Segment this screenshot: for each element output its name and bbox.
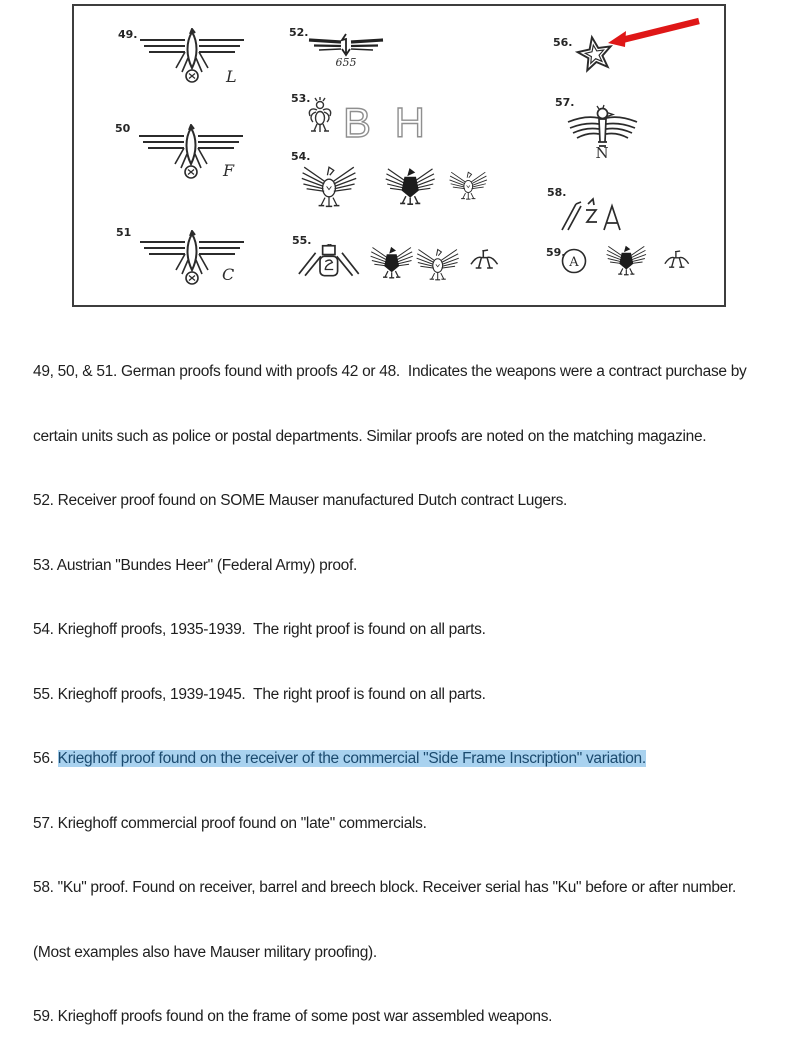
eagle-swastika-f-icon — [137, 124, 245, 182]
proof-descriptions — [33, 318, 789, 1049]
proof-mark-number: 53. — [291, 92, 311, 105]
proof-mark-51 — [116, 226, 266, 288]
note-49-50-51-line1: 49, 50, & 51. German proofs found with proofs 42 or 48. Indicates the weapons were a contract purchase by — [33, 363, 747, 380]
proof-mark-number: 59. — [546, 246, 566, 259]
stamp-letters-bh: B H — [343, 99, 432, 144]
stamp-letter: C — [222, 265, 235, 284]
proof-mark-52 — [289, 26, 399, 76]
proof-mark-number: 58. — [547, 186, 567, 199]
stamp-letter: L — [226, 67, 237, 86]
proof-mark-57 — [555, 96, 665, 160]
proof-mark-53 — [291, 92, 436, 148]
note-49-50-51-line2: certain units such as police or postal departments. Similar proofs are noted on the matching magazine. — [33, 427, 707, 445]
eagle-swastika-c-icon — [138, 230, 246, 288]
proof-mark-49 — [118, 28, 268, 90]
note-52: 52. Receiver proof found on SOME Mauser manufactured Dutch contract Lugers. — [33, 492, 568, 509]
stamp-letter: F — [223, 161, 235, 180]
proof-mark-number: 57. — [555, 96, 575, 109]
proof-marks-figure — [72, 4, 726, 307]
note-57: 57. Krieghoff commercial proof found on "late" commercials. — [33, 814, 427, 832]
proof-mark-number: 49. — [118, 28, 138, 41]
proof-mark-54 — [291, 150, 501, 214]
note-58-line2: (Most examples also have Mauser military proofing). — [33, 943, 377, 961]
note-56 — [33, 748, 789, 770]
proof-mark-number: 51 — [116, 226, 132, 239]
eagle-n-icon — [565, 102, 640, 160]
note-56-number: 56. — [33, 750, 58, 767]
red-arrow-icon — [602, 15, 704, 47]
proof-mark-59 — [546, 244, 706, 288]
angular-eagle-icon — [560, 194, 622, 234]
note-54: 54. Krieghoff proofs, 1935-1939. The right proof is found on all parts. — [33, 621, 486, 638]
austrian-eagle-bh-icon — [307, 94, 437, 144]
proof-mark-number: 54. — [291, 150, 311, 163]
note-58-line1: 58. "Ku" proof. Found on receiver, barrel and breech block. Receiver serial has "Ku" before or after number. — [33, 879, 737, 896]
note-55: 55. Krieghoff proofs, 1939-1945. The right proof is found on all parts. — [33, 685, 486, 703]
proof-mark-50 — [115, 122, 265, 184]
krieghoff-eagles-1935-icon — [299, 164, 494, 212]
proof-mark-number: 55. — [292, 234, 312, 247]
stamp-letter: A — [569, 255, 579, 270]
eagle-swastika-l-icon — [138, 28, 246, 86]
proof-mark-number: 50 — [115, 122, 131, 135]
note-56-highlighted-text: Krieghoff proof found on the receiver of the commercial "Side Frame Inscription" variation. — [57, 750, 646, 767]
note-53: 53. Austrian "Bundes Heer" (Federal Army) proof. — [33, 556, 357, 574]
proof-mark-number: 56. — [553, 36, 573, 49]
proof-mark-58 — [547, 186, 647, 236]
proof-mark-55 — [292, 234, 512, 294]
proof-mark-number: 52. — [289, 26, 309, 39]
stamp-digits: 655 — [335, 56, 357, 69]
stamp-letter: N — [595, 144, 609, 160]
circle-a-and-eagles-icon — [560, 244, 702, 284]
note-59: 59. Krieghoff proofs found on the frame of some post war assembled weapons. — [33, 1008, 553, 1025]
eagle-655-icon — [307, 32, 385, 70]
krieghoff-eagles-1939-icon — [298, 244, 506, 290]
